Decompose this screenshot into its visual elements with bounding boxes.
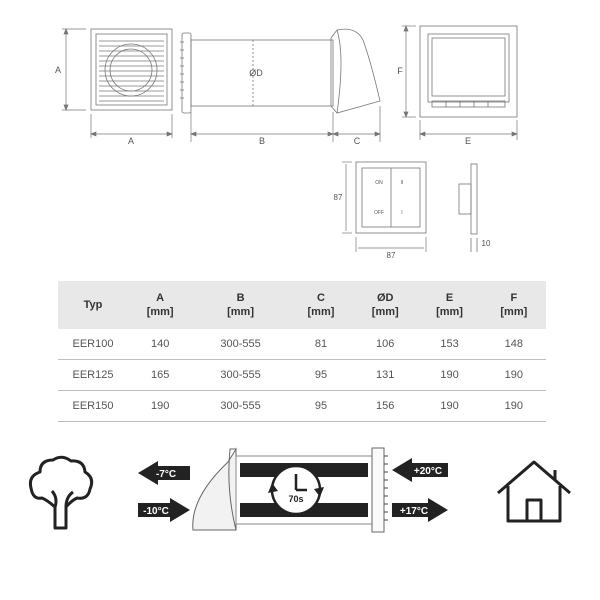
dim-label-b: B (258, 136, 266, 146)
dimension-switch (342, 162, 426, 252)
dim-label-c: C (353, 136, 361, 146)
column-name: F (510, 292, 518, 304)
column-unit: [mm] (500, 306, 528, 318)
table-cell: 190 (417, 391, 481, 422)
table-cell: 300-555 (192, 391, 289, 422)
column-name: B (236, 292, 245, 304)
dimension-a-bottom (91, 114, 172, 138)
dim-label-e: E (464, 136, 472, 146)
switch-side-view (459, 164, 477, 252)
switch-label-off: OFF (374, 210, 384, 216)
table-cell: 190 (128, 391, 192, 422)
grille-slats (99, 41, 164, 101)
column-name: ØD (376, 292, 394, 304)
dimension-a-side (62, 29, 86, 110)
spec-table-header-row (58, 281, 546, 329)
column-header-a (128, 281, 192, 329)
column-unit: [mm] (146, 306, 174, 318)
table-cell: EER125 (58, 360, 128, 391)
table-row (58, 360, 546, 391)
table-cell: 165 (128, 360, 192, 391)
table-cell: 156 (353, 391, 417, 422)
table-row (58, 329, 546, 360)
table-cell: 153 (417, 329, 481, 360)
dimension-b-c (191, 106, 380, 142)
table-cell: 81 (289, 329, 353, 360)
column-header-typ (58, 281, 128, 329)
column-name: A (156, 292, 165, 304)
column-unit: [mm] (307, 306, 335, 318)
table-cell: 140 (128, 329, 192, 360)
dim-label-a-bottom: A (127, 136, 135, 146)
table-cell: EER150 (58, 391, 128, 422)
dimension-f (402, 26, 416, 117)
column-name: Typ (83, 299, 103, 311)
spec-table-head (58, 281, 546, 329)
table-cell: 95 (289, 391, 353, 422)
switch-label-mode-1: I (401, 210, 403, 216)
spec-table-body (58, 329, 546, 422)
switch-label-on: ON (375, 180, 383, 186)
table-cell: 300-555 (192, 329, 289, 360)
dim-label-diameter: ØD (249, 68, 263, 78)
column-name: C (316, 292, 325, 304)
column-unit: [mm] (436, 306, 463, 318)
temp-outside-in: -7°C (155, 469, 177, 480)
tree-icon (30, 457, 91, 528)
technical-drawing (0, 0, 600, 260)
table-cell: 190 (417, 360, 481, 391)
front-view (91, 29, 172, 110)
temp-outside-out: -10°C (143, 506, 169, 517)
switch-label-mode-2: II (400, 180, 404, 186)
table-cell: 131 (353, 360, 417, 391)
column-header-b (192, 281, 289, 329)
column-unit: [mm] (227, 306, 254, 318)
switch-front-view (356, 162, 426, 233)
table-cell: 300-555 (192, 360, 289, 391)
dim-label-a-side: A (54, 65, 62, 75)
column-header-c (289, 281, 353, 329)
dim-label-switch-depth: 10 (481, 239, 491, 248)
table-row (58, 391, 546, 422)
column-unit: [mm] (371, 306, 399, 318)
table-cell: 95 (289, 360, 353, 391)
spec-table (58, 281, 546, 422)
column-header-d (353, 281, 417, 329)
table-cell: 148 (482, 329, 546, 360)
column-header-f (482, 281, 546, 329)
table-cell: 190 (482, 360, 546, 391)
temp-inside-in: +20°C (413, 466, 443, 477)
temp-inside-out: +17°C (399, 506, 429, 517)
table-cell: 190 (482, 391, 546, 422)
cycle-time-label: 70s (288, 494, 304, 504)
side-view (180, 29, 380, 113)
column-name: E (445, 292, 454, 304)
column-header-e (417, 281, 481, 329)
dim-label-switch-height: 87 (333, 193, 343, 202)
table-cell: EER100 (58, 329, 128, 360)
table-cell: 106 (353, 329, 417, 360)
dim-label-switch-width: 87 (386, 251, 396, 260)
airflow-illustration (0, 430, 600, 600)
house-icon (498, 462, 570, 521)
dim-label-f: F (397, 66, 403, 76)
outside-hood-view (420, 26, 517, 117)
